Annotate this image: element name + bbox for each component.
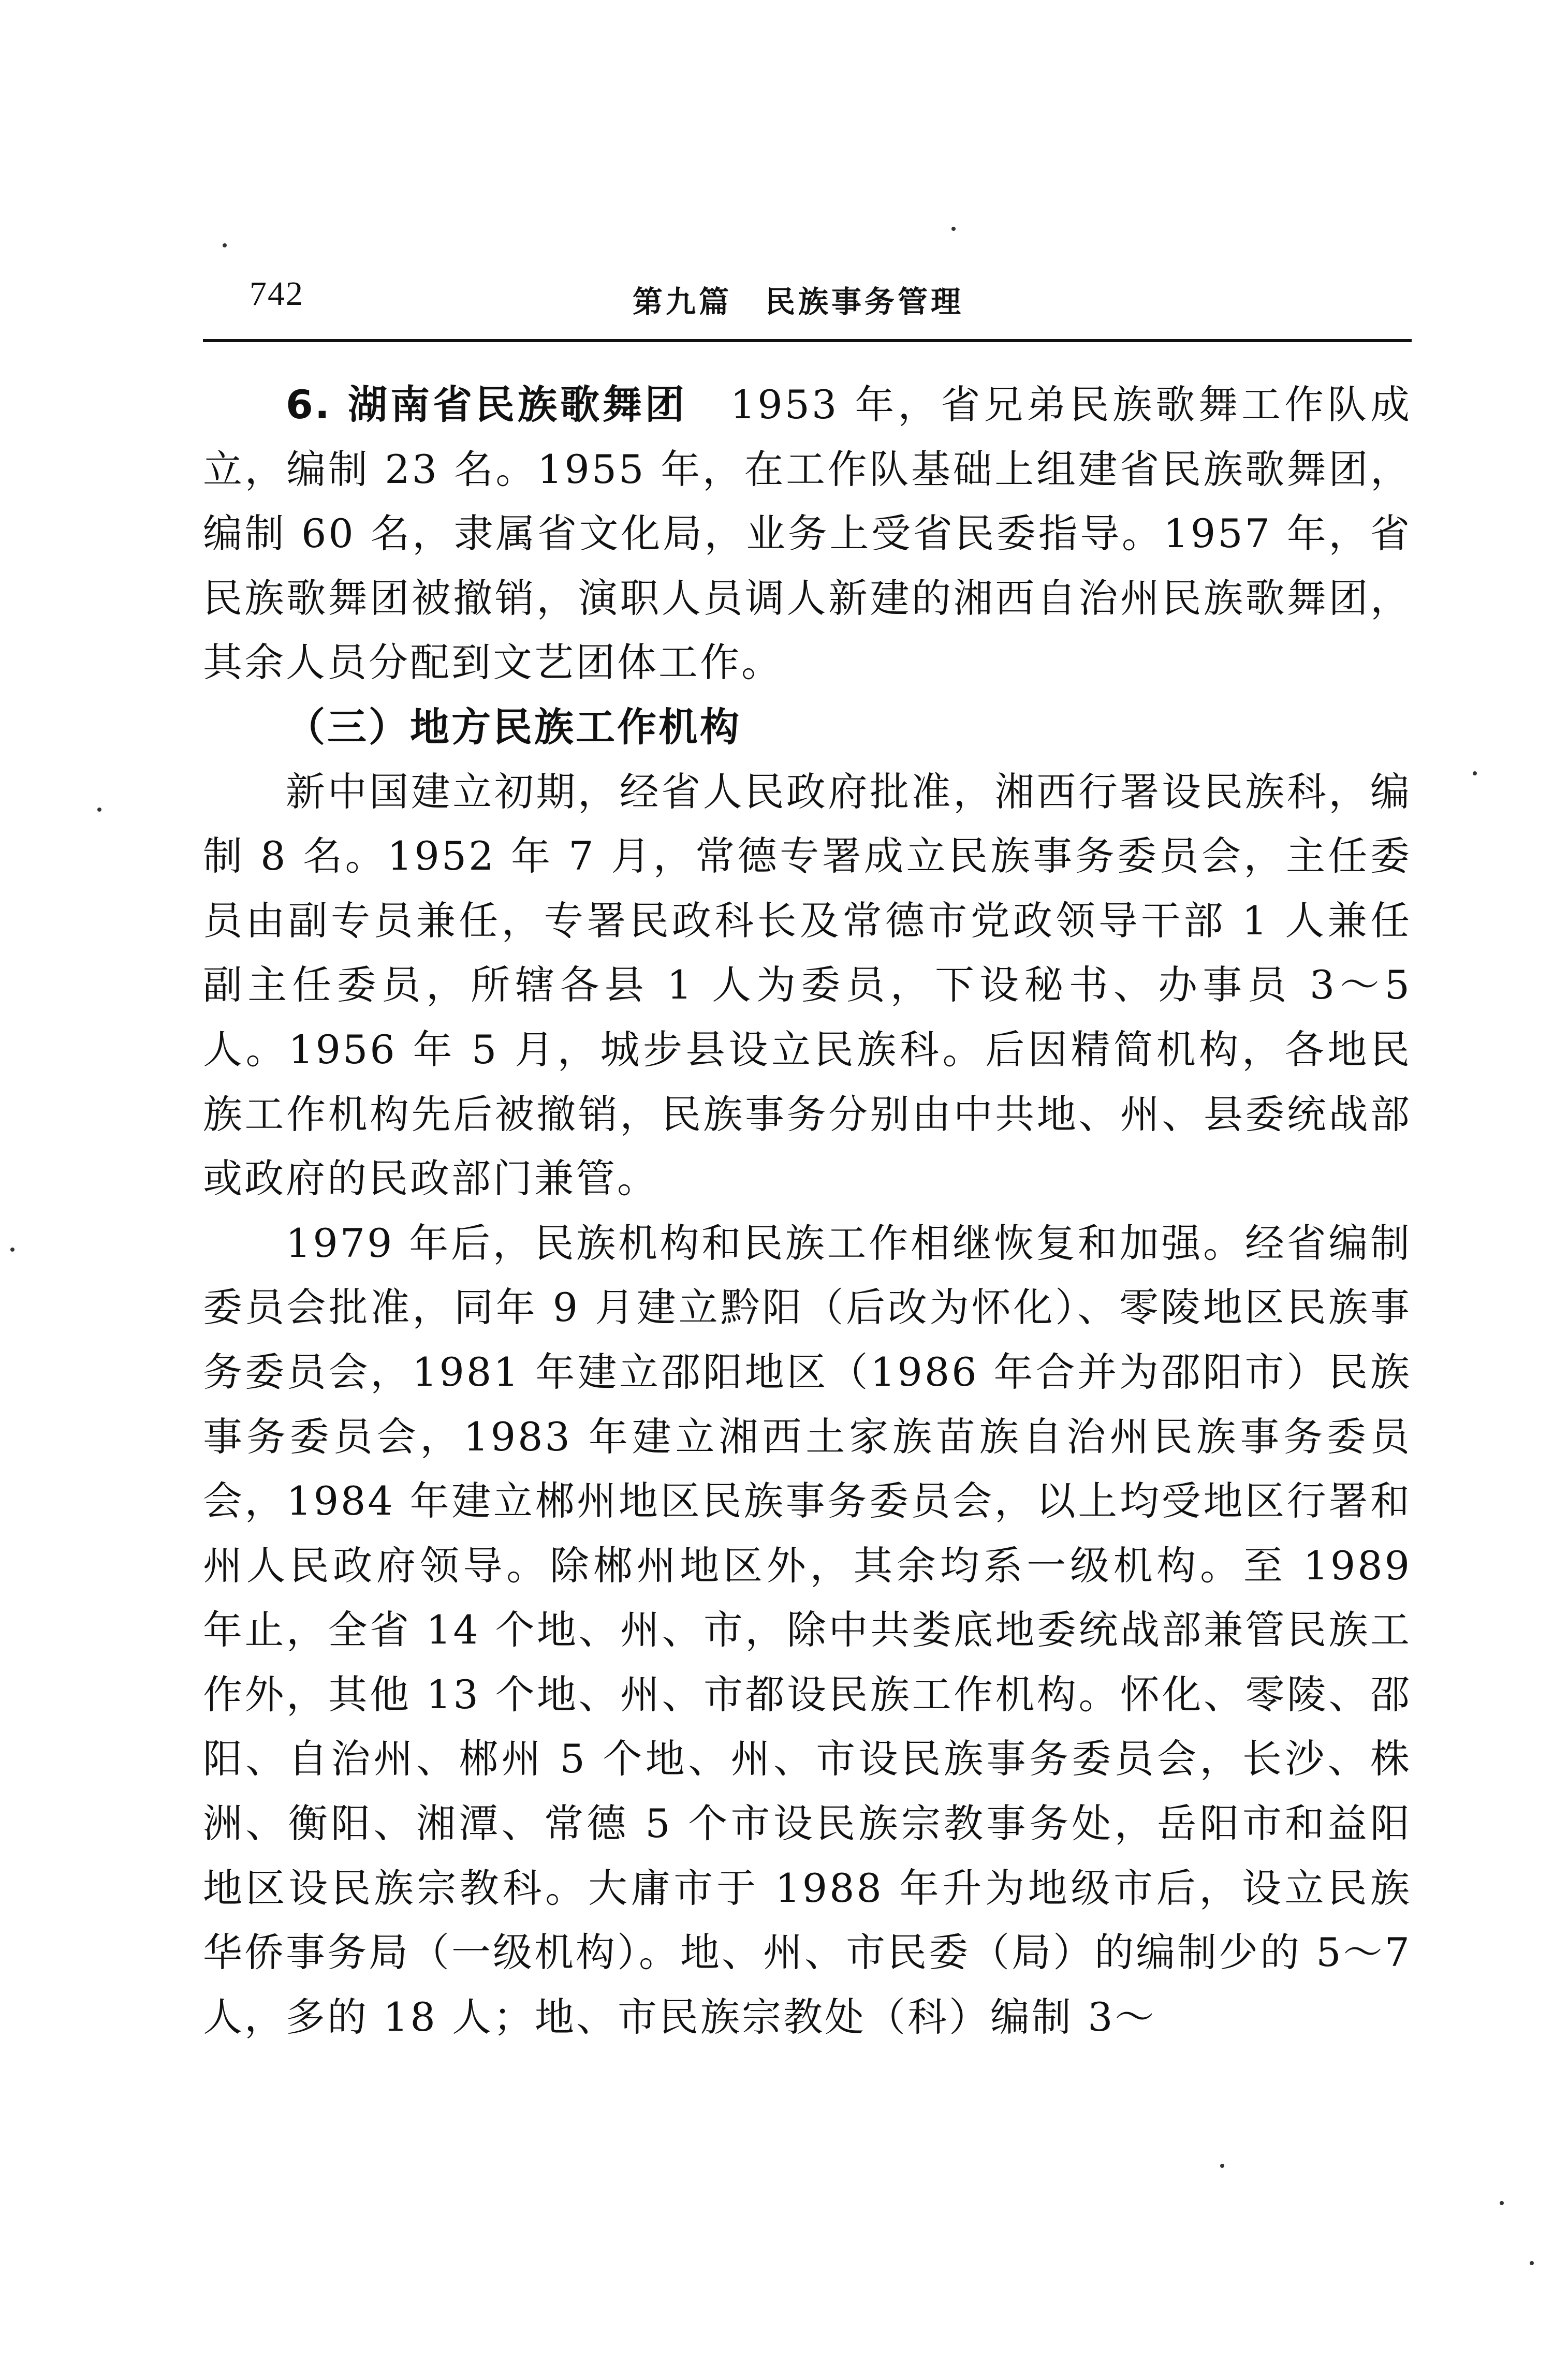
section-heading: （三）地方民族工作机构	[286, 703, 741, 750]
scan-speck	[951, 227, 956, 231]
paragraph-1-text: 1953 年，省兄弟民族歌舞工作队成立，编制 23 名。1955 年，在工作队基础上组建省民族歌舞团，编制 60 名，隶属省文化局，业务上受省民委指导。1957 年，省民族歌舞团被撤销，演职人员调人新建的湘西自治州民族歌舞团，其余人员分配到文艺团体工作。	[203, 382, 1412, 686]
running-title: 第九篇 民族事务管理	[633, 284, 964, 319]
page-header	[203, 269, 1412, 336]
scan-speck	[1473, 771, 1477, 775]
scan-speck	[1500, 2201, 1504, 2205]
paragraph-3: 1979 年后，民族机构和民族工作相继恢复和加强。经省编制委员会批准，同年 9 月建立黔阳（后改为怀化）、零陵地区民族事务委员会，1981 年建立邵阳地区（1986 年合并为邵阳市）民族事务委员会，1983 年建立湘西土家族苗族自治州民族事务委员会，1984 年建立郴州地区民族事务委员会，以上均受地区行署和州人民政府领导。除郴州地区外，其余均系一级机构。至 1989 年止，全省 14 个地、州、市，除中共娄底地委统战部兼管民族工作外，其他 13 个地、州、市都设民族工作机构。怀化、零陵、邵阳、自治州、郴州 5 个地、州、市设民族事务委员会，长沙、株洲、衡阳、湘潭、常德 5 个市设民族宗教事务处，岳阳市和益阳地区设民族宗教科。大庸市于 1988 年升为地级市后，设立民族华侨事务局（一级机构）。地、州、市民委（局）的编制少的 5～7 人，多的 18 人；地、市民族宗教处（科）编制 3～	[203, 1220, 1412, 2040]
scan-speck	[10, 1248, 14, 1252]
scan-speck	[1530, 2261, 1534, 2265]
paragraph-2: 新中国建立初期，经省人民政府批准，湘西行署设民族科，编制 8 名。1952 年 7 月，常德专署成立民族事务委员会，主任委员由副专员兼任，专署民政科长及常德市党政领导干部 1 人兼任副主任委员，所辖各县 1 人为委员，下设秘书、办事员 3～5 人。1956 年 5 月，城步县设立民族科。后因精简机构，各地民族工作机构先后被撤销，民族事务分别由中共地、州、县委统战部或政府的民政部门兼管。	[203, 768, 1412, 1202]
header-rule	[203, 339, 1412, 342]
scan-speck	[97, 808, 101, 812]
body-text	[203, 373, 1412, 2049]
scan-speck	[1220, 2164, 1224, 2168]
paragraph-1	[203, 373, 1412, 695]
page-number: 742	[250, 275, 304, 313]
paragraph-1-term: 6. 湖南省民族歌舞团	[286, 382, 687, 428]
scan-speck	[223, 243, 227, 247]
